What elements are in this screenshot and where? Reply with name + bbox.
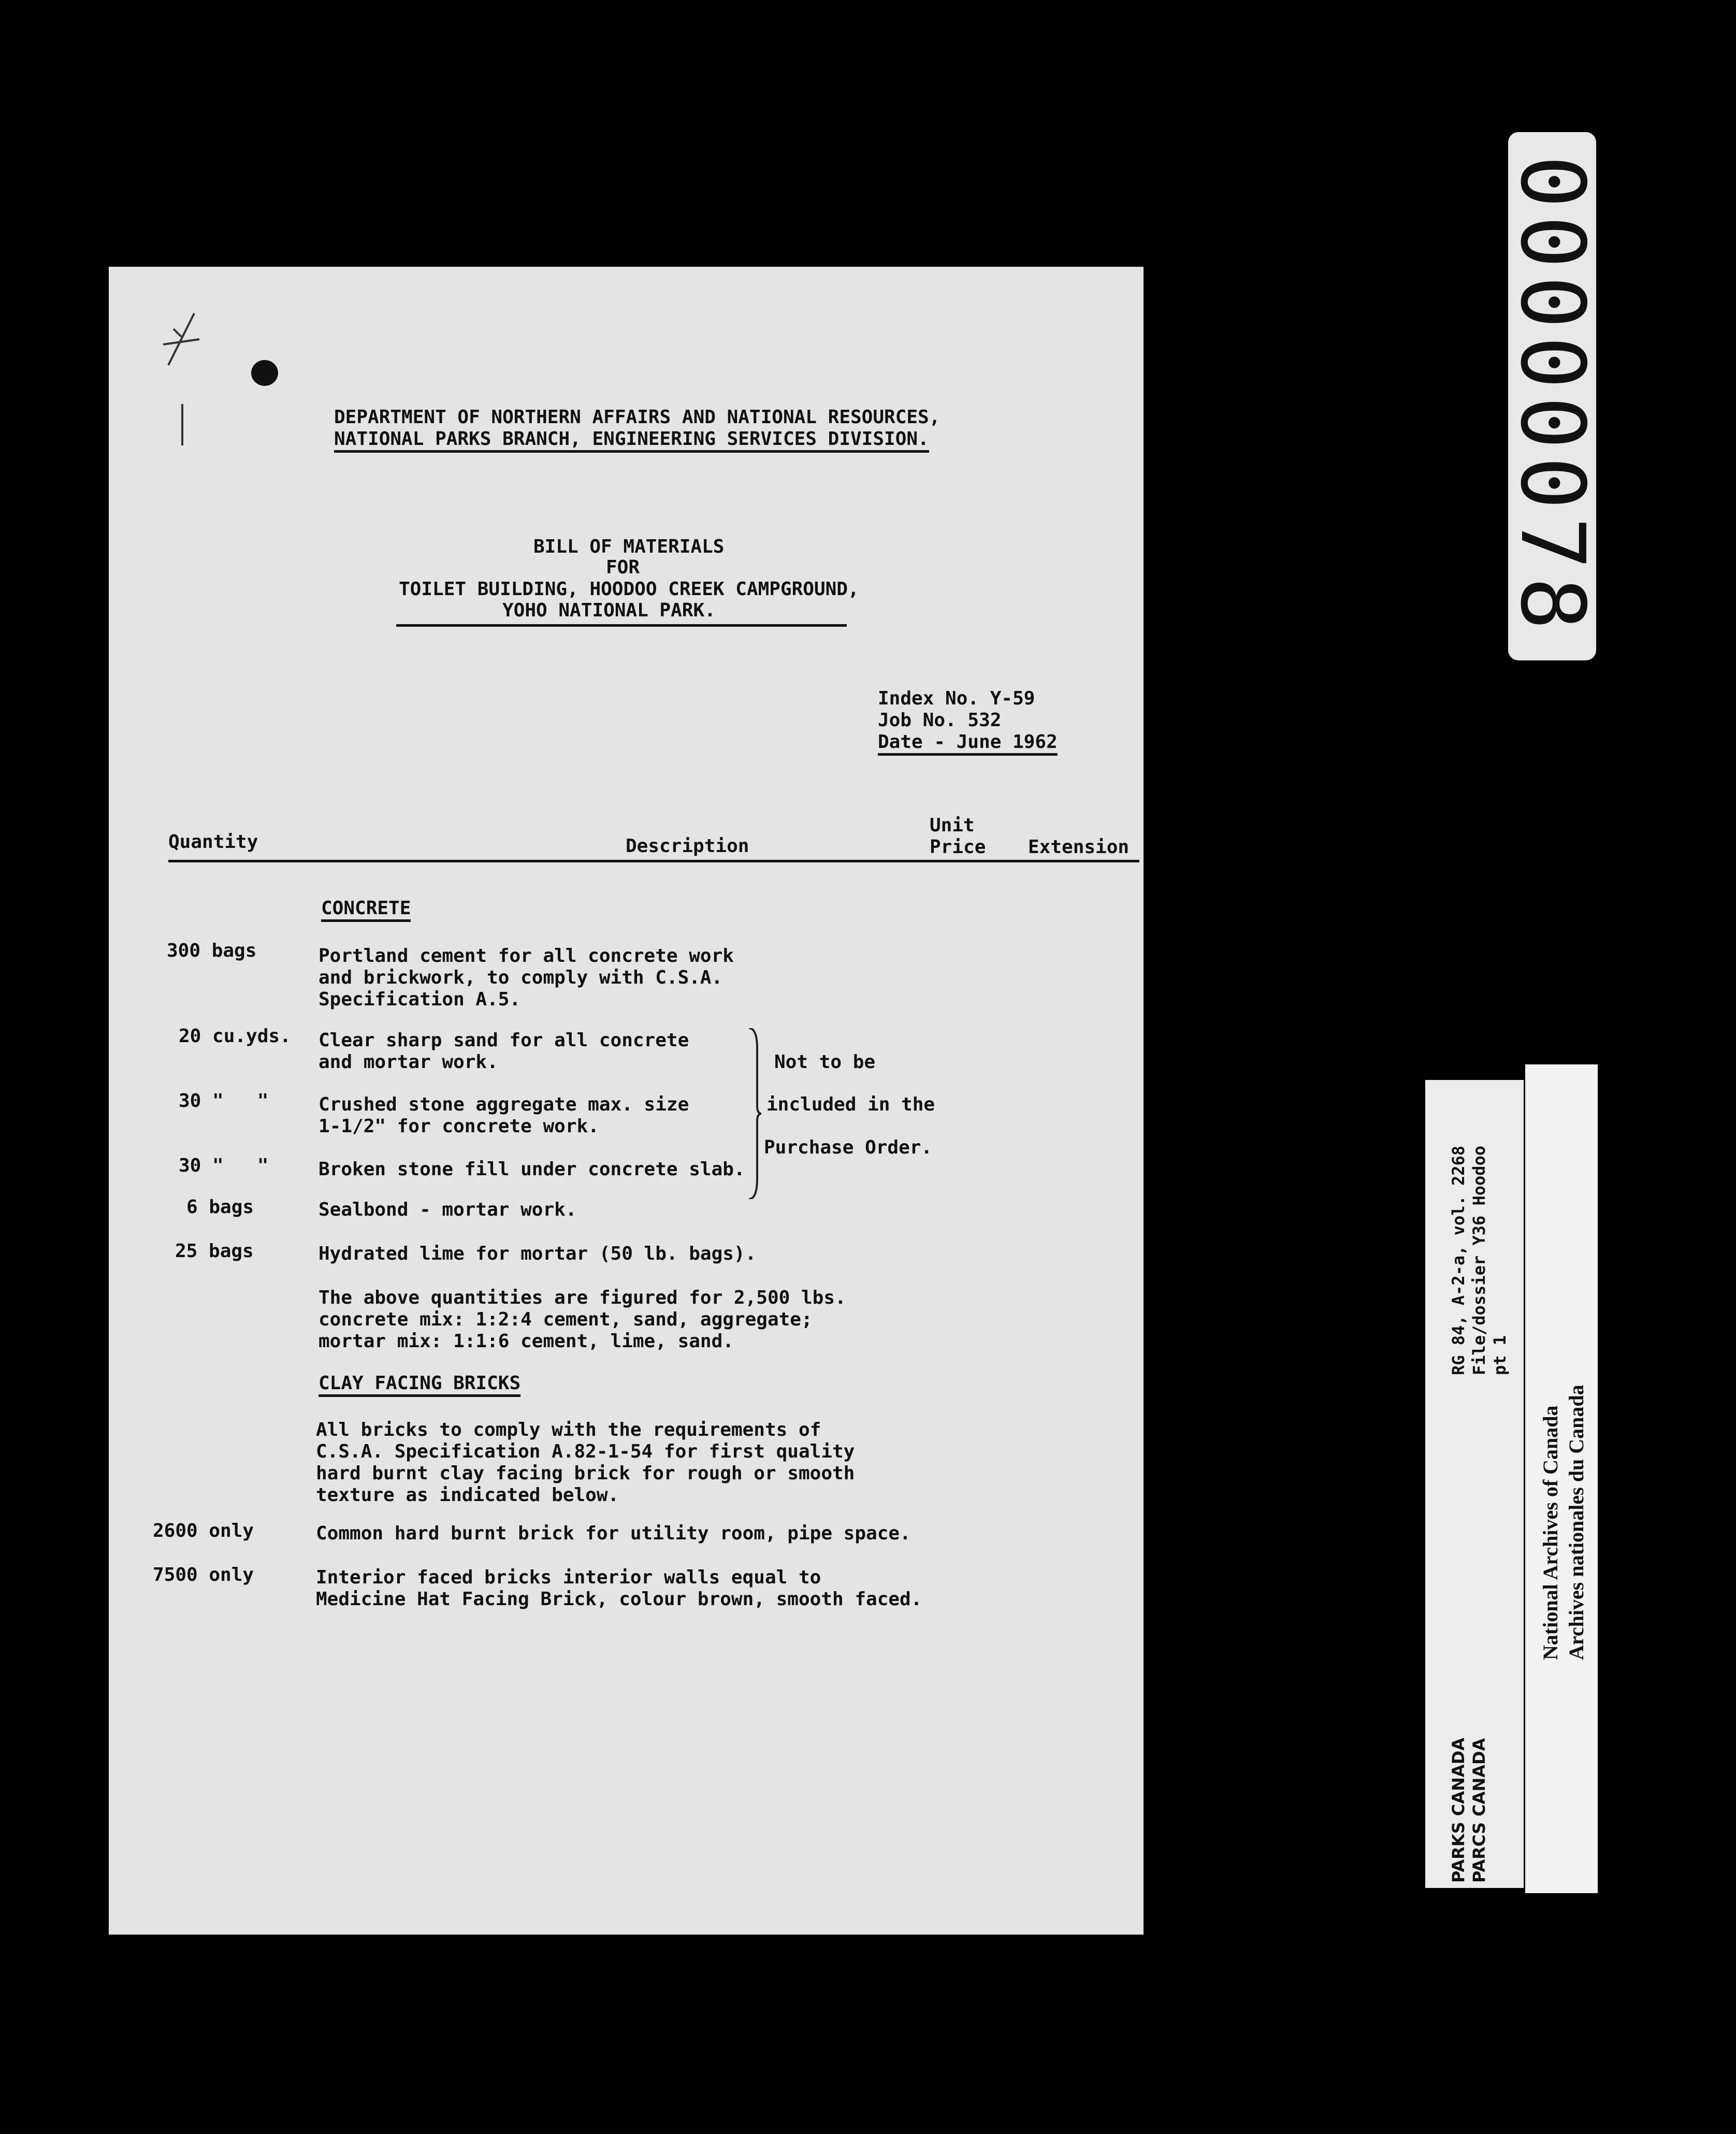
reference-line-3: pt 1	[1490, 1335, 1510, 1375]
handwritten-mark	[158, 308, 210, 386]
title-line-3: TOILET BUILDING, HOODOO CREEK CAMPGROUND,	[399, 579, 859, 600]
header-rule	[168, 860, 1139, 862]
item-desc: Sealbond - mortar work.	[319, 1199, 577, 1220]
item-qty: 30 " "	[179, 1155, 269, 1176]
item-desc: Crushed stone aggregate max. size 1-1/2" for concrete work.	[319, 1094, 689, 1137]
title-line-1: BILL OF MATERIALS	[533, 536, 725, 557]
brick-desc: Common hard burnt brick for utility room, pipe space.	[316, 1523, 911, 1544]
item-qty: 300 bags	[167, 940, 257, 961]
section-clay-bricks: CLAY FACING BRICKS	[319, 1373, 520, 1397]
archives-name-en: National Archives of Canada	[1539, 1405, 1562, 1660]
document-page	[109, 267, 1144, 1935]
col-quantity: Quantity	[168, 831, 258, 853]
index-number: Index No. Y-59	[878, 688, 1035, 709]
punch-hole	[251, 360, 278, 386]
bracket	[746, 1028, 761, 1199]
bracket-note-line-3: Purchase Order.	[764, 1137, 933, 1158]
mix-note: The above quantities are figured for 2,500 lbs. concrete mix: 1:2:4 cement, sand, aggregate; mortar mix: 1:1:6 cement, lime, sand.	[319, 1287, 846, 1352]
branch-heading: NATIONAL PARKS BRANCH, ENGINEERING SERVICES DIVISION.	[334, 428, 929, 453]
job-number: Job No. 532	[878, 710, 1002, 731]
document-date: Date - June 1962	[878, 731, 1058, 756]
archives-name-fr: Archives nationales du Canada	[1565, 1385, 1588, 1660]
reference-line-1: RG 84, A-2-a, vol. 2268	[1449, 1145, 1468, 1375]
col-extension: Extension	[1028, 837, 1130, 858]
item-qty: 20 cu.yds.	[179, 1026, 291, 1047]
item-qty: 6 bags	[186, 1196, 254, 1218]
bracket-note-line-2: included in the	[766, 1094, 935, 1115]
margin-tick	[181, 404, 183, 445]
department-heading: DEPARTMENT OF NORTHERN AFFAIRS AND NATIONAL RESOURCES,	[334, 407, 941, 428]
section-concrete: CONCRETE	[321, 898, 411, 922]
col-description: Description	[626, 835, 749, 857]
item-desc: Hydrated lime for mortar (50 lb. bags).	[319, 1243, 757, 1264]
organization-line-2: PARCS CANADA	[1469, 1738, 1489, 1883]
reference-line-2: File/dossier Y36 Hoodoo	[1469, 1145, 1489, 1375]
organization-line-1: PARKS CANADA	[1449, 1737, 1468, 1883]
brick-qty: 2600 only	[153, 1520, 254, 1541]
col-price: Price	[930, 837, 986, 858]
title-underline	[396, 624, 847, 627]
title-line-4: YOHO NATIONAL PARK.	[502, 600, 716, 621]
item-desc: Broken stone fill under concrete slab.	[319, 1159, 745, 1180]
national-archives-label	[1525, 1064, 1598, 1893]
frame-number-strip	[1501, 132, 1603, 660]
archive-reference-label	[1425, 1080, 1524, 1888]
brick-desc: Interior faced bricks interior walls equal to Medicine Hat Facing Brick, colour brown, smooth faced.	[316, 1567, 922, 1610]
brick-qty: 7500 only	[153, 1564, 254, 1585]
frame-number: 00000078	[1501, 155, 1603, 638]
title-line-2: FOR	[606, 557, 640, 578]
clay-note: All bricks to comply with the requirements of C.S.A. Specification A.82-1-54 for first quality hard burnt clay facing brick for rough or smooth texture as indicated below.	[316, 1419, 855, 1506]
item-desc: Portland cement for all concrete work and brickwork, to comply with C.S.A. Specification A.5.	[319, 945, 734, 1010]
item-qty: 25 bags	[175, 1241, 254, 1262]
item-qty: 30 " "	[179, 1090, 269, 1112]
item-desc: Clear sharp sand for all concrete and mortar work.	[319, 1030, 689, 1073]
col-unit: Unit	[930, 815, 975, 836]
bracket-note-line-1: Not to be	[774, 1051, 876, 1073]
